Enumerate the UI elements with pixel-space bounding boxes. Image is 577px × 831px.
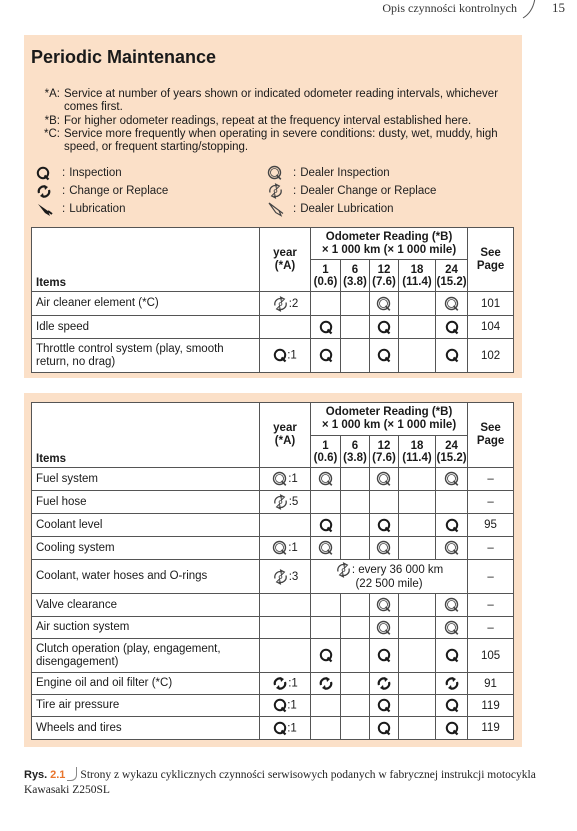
year-interval bbox=[260, 316, 311, 339]
schedule-cell bbox=[341, 673, 370, 695]
change-replace-icon bbox=[376, 676, 392, 691]
schedule-cell bbox=[399, 537, 436, 560]
see-page: – bbox=[468, 617, 514, 639]
see-page: – bbox=[468, 491, 514, 514]
year-interval bbox=[260, 673, 311, 695]
legend-label: Lubrication bbox=[69, 203, 126, 215]
note bbox=[40, 115, 516, 128]
see-page: – bbox=[468, 537, 514, 560]
schedule-cell bbox=[399, 639, 436, 673]
inspection-icon bbox=[36, 166, 62, 181]
year-count: :2 bbox=[288, 297, 299, 310]
year-count: :1 bbox=[288, 473, 298, 485]
table-row bbox=[32, 695, 514, 717]
inspection-icon bbox=[273, 698, 287, 713]
schedule-cell bbox=[341, 617, 370, 639]
odometer-col: 6 (3.8) bbox=[341, 260, 370, 292]
schedule-cell bbox=[436, 292, 468, 316]
table-row bbox=[32, 639, 514, 673]
odometer-header: Odometer Reading (*B) × 1 000 km (× 1 000 mile) bbox=[311, 403, 468, 436]
year-interval bbox=[260, 292, 311, 316]
dealer-inspection-icon bbox=[376, 540, 392, 556]
schedule-cell bbox=[341, 639, 370, 673]
item-name: Clutch operation (play, engagement, disengagement) bbox=[32, 639, 260, 673]
interval-note-line1: : every 36 000 km bbox=[351, 564, 444, 577]
schedule-cell bbox=[311, 491, 341, 514]
schedule-cell bbox=[436, 617, 468, 639]
items-header: Items bbox=[32, 403, 260, 468]
note bbox=[40, 128, 516, 155]
schedule-cell bbox=[370, 339, 399, 373]
schedule-cell bbox=[311, 514, 341, 537]
dealer-inspection-icon bbox=[267, 165, 293, 181]
odometer-col: 24 (15.2) bbox=[436, 436, 468, 468]
inspection-icon bbox=[445, 698, 459, 713]
table-row bbox=[32, 491, 514, 514]
inspection-icon bbox=[377, 698, 391, 713]
schedule-cell bbox=[399, 468, 436, 491]
dealer-inspection-icon bbox=[444, 540, 460, 556]
schedule-cell bbox=[311, 673, 341, 695]
schedule-cell bbox=[370, 673, 399, 695]
inspection-icon bbox=[445, 721, 459, 736]
schedule-cell bbox=[341, 514, 370, 537]
schedule-cell bbox=[341, 491, 370, 514]
see-page: – bbox=[468, 468, 514, 491]
schedule-cell bbox=[399, 292, 436, 316]
year-count: :1 bbox=[287, 699, 297, 712]
interval-note bbox=[311, 560, 468, 594]
table-row bbox=[32, 468, 514, 491]
item-name: Air suction system bbox=[32, 617, 260, 639]
dealer-inspection-icon bbox=[444, 620, 460, 636]
see-page: – bbox=[468, 594, 514, 617]
see-page: 105 bbox=[468, 639, 514, 673]
figure-caption bbox=[24, 767, 544, 798]
schedule-cell bbox=[436, 673, 468, 695]
inspection-icon bbox=[445, 348, 459, 363]
schedule-cell bbox=[370, 468, 399, 491]
legend-item-change-replace: : Change or Replace bbox=[36, 183, 168, 199]
legend-item-dealer-inspection: : Dealer Inspection bbox=[267, 165, 390, 181]
schedule-cell bbox=[311, 316, 341, 339]
legend-item-dealer-lubrication: : Dealer Lubrication bbox=[267, 201, 394, 217]
schedule-cell bbox=[311, 617, 341, 639]
maintenance-table-top bbox=[31, 227, 514, 373]
inspection-icon bbox=[273, 348, 287, 363]
schedule-cell bbox=[399, 316, 436, 339]
legend-item-inspection: : Inspection bbox=[36, 165, 122, 181]
legend-item-dealer-change-replace: : Dealer Change or Replace bbox=[267, 183, 436, 199]
notes-list bbox=[40, 88, 516, 154]
schedule-cell bbox=[370, 617, 399, 639]
year-interval bbox=[260, 339, 311, 373]
year-count: :3 bbox=[288, 570, 299, 583]
schedule-cell bbox=[436, 695, 468, 717]
panel-title: Periodic Maintenance bbox=[31, 47, 217, 67]
schedule-cell bbox=[370, 717, 399, 740]
see-page: 102 bbox=[468, 339, 514, 373]
schedule-cell bbox=[370, 639, 399, 673]
inspection-icon bbox=[377, 648, 391, 663]
item-name: Cooling system bbox=[32, 537, 260, 560]
see-page: 95 bbox=[468, 514, 514, 537]
change-replace-icon bbox=[318, 676, 334, 691]
schedule-cell bbox=[370, 316, 399, 339]
schedule-cell bbox=[341, 468, 370, 491]
odometer-col: 6 (3.8) bbox=[341, 436, 370, 468]
odometer-col: 24 (15.2) bbox=[436, 260, 468, 292]
note-key: *C: bbox=[44, 127, 60, 140]
dealer-inspection-icon bbox=[318, 471, 334, 487]
schedule-cell bbox=[436, 514, 468, 537]
see-page: 91 bbox=[468, 673, 514, 695]
schedule-cell bbox=[399, 514, 436, 537]
inspection-icon bbox=[445, 320, 459, 335]
item-name: Tire air pressure bbox=[32, 695, 260, 717]
interval-note-line2: (22 500 mile) bbox=[355, 578, 423, 590]
year-interval bbox=[260, 537, 311, 560]
items-header: Items bbox=[32, 228, 260, 292]
see-page: 119 bbox=[468, 717, 514, 740]
year-header: year (*A) bbox=[260, 403, 311, 468]
item-name: Wheels and tires bbox=[32, 717, 260, 740]
see-page: 101 bbox=[468, 292, 514, 316]
schedule-cell bbox=[399, 717, 436, 740]
inspection-icon bbox=[377, 320, 391, 335]
maintenance-panel-top bbox=[24, 35, 522, 378]
change-replace-icon bbox=[272, 676, 288, 691]
note-text: Service at number of years shown or indicated odometer reading intervals, whichever comes first. bbox=[64, 88, 499, 114]
schedule-cell bbox=[370, 491, 399, 514]
inspection-icon bbox=[377, 721, 391, 736]
schedule-cell bbox=[341, 594, 370, 617]
running-header-title: Opis czynności kontrolnych bbox=[382, 1, 517, 15]
year-interval bbox=[260, 617, 311, 639]
table-row bbox=[32, 514, 514, 537]
note bbox=[40, 88, 516, 115]
year-count: :1 bbox=[288, 542, 298, 554]
odometer-col: 12 (7.6) bbox=[370, 436, 399, 468]
item-name: Coolant level bbox=[32, 514, 260, 537]
schedule-cell bbox=[399, 339, 436, 373]
year-interval bbox=[260, 717, 311, 740]
schedule-cell bbox=[436, 639, 468, 673]
schedule-cell bbox=[341, 537, 370, 560]
item-name: Engine oil and oil filter (*C) bbox=[32, 673, 260, 695]
schedule-cell bbox=[341, 316, 370, 339]
caption-text: Strony z wykazu cyklicznych czynności serwisowych podanych w fabrycznej instrukcji motocykla Kawasaki Z250SL bbox=[24, 769, 536, 796]
odometer-header: Odometer Reading (*B) × 1 000 km (× 1 000 mile) bbox=[311, 228, 468, 260]
odometer-col: 1 (0.6) bbox=[311, 436, 341, 468]
table-row bbox=[32, 316, 514, 339]
odometer-col: 12 (7.6) bbox=[370, 260, 399, 292]
schedule-cell bbox=[370, 594, 399, 617]
year-interval bbox=[260, 491, 311, 514]
table-row bbox=[32, 537, 514, 560]
dealer-inspection-icon bbox=[272, 471, 288, 487]
schedule-cell bbox=[399, 695, 436, 717]
year-count: :1 bbox=[288, 677, 298, 690]
change-replace-icon bbox=[444, 676, 460, 691]
item-name: Throttle control system (play, smooth return, no drag) bbox=[32, 339, 260, 373]
schedule-cell bbox=[436, 339, 468, 373]
year-count: :1 bbox=[287, 349, 297, 362]
note-text: Service more frequently when operating in severe conditions: dusty, wet, muddy, high speed, or frequent starting/stopping. bbox=[64, 127, 498, 154]
schedule-cell bbox=[311, 468, 341, 491]
item-name: Fuel system bbox=[32, 468, 260, 491]
year-interval bbox=[260, 560, 311, 594]
schedule-cell bbox=[311, 292, 341, 316]
dealer-change-replace-icon bbox=[272, 569, 289, 585]
inspection-icon bbox=[319, 648, 333, 663]
odometer-col: 1 (0.6) bbox=[311, 260, 341, 292]
see-page: 119 bbox=[468, 695, 514, 717]
schedule-cell bbox=[436, 717, 468, 740]
dealer-change-replace-icon bbox=[272, 494, 289, 510]
caption-number: 2.1 bbox=[50, 769, 66, 781]
dealer-inspection-icon bbox=[376, 296, 392, 312]
dealer-inspection-icon bbox=[376, 471, 392, 487]
year-interval bbox=[260, 594, 311, 617]
legend-label: Dealer Inspection bbox=[300, 167, 390, 179]
note-key: *A: bbox=[44, 88, 60, 100]
schedule-cell bbox=[341, 339, 370, 373]
schedule-cell bbox=[370, 292, 399, 316]
table-row bbox=[32, 617, 514, 639]
inspection-icon bbox=[377, 518, 391, 533]
dealer-inspection-icon bbox=[376, 597, 392, 613]
schedule-cell bbox=[370, 537, 399, 560]
year-interval bbox=[260, 514, 311, 537]
legend-item-lubrication: : Lubrication bbox=[36, 201, 125, 217]
table-row bbox=[32, 594, 514, 617]
table-row bbox=[32, 339, 514, 373]
see-page: – bbox=[468, 560, 514, 594]
schedule-cell bbox=[436, 468, 468, 491]
see-page-header: See Page bbox=[468, 403, 514, 468]
inspection-icon bbox=[319, 348, 333, 363]
dealer-inspection-icon bbox=[376, 620, 392, 636]
schedule-cell bbox=[341, 695, 370, 717]
dealer-inspection-icon bbox=[272, 540, 288, 556]
schedule-cell bbox=[399, 617, 436, 639]
schedule-cell bbox=[436, 594, 468, 617]
inspection-icon bbox=[445, 648, 459, 663]
caption-divider bbox=[67, 767, 77, 781]
schedule-cell bbox=[399, 673, 436, 695]
schedule-cell bbox=[436, 316, 468, 339]
schedule-cell bbox=[311, 695, 341, 717]
schedule-cell bbox=[436, 491, 468, 514]
table-row bbox=[32, 717, 514, 740]
year-count: :1 bbox=[287, 722, 297, 734]
table-row bbox=[32, 292, 514, 316]
schedule-cell bbox=[311, 339, 341, 373]
inspection-icon bbox=[319, 518, 333, 533]
schedule-cell bbox=[370, 695, 399, 717]
dealer-lubrication-icon bbox=[267, 201, 293, 217]
inspection-icon bbox=[445, 518, 459, 533]
header-divider-curve bbox=[521, 0, 541, 20]
lubrication-icon bbox=[36, 202, 62, 217]
item-name: Valve clearance bbox=[32, 594, 260, 617]
schedule-cell bbox=[370, 514, 399, 537]
schedule-cell bbox=[436, 537, 468, 560]
inspection-icon bbox=[273, 721, 287, 736]
inspection-icon bbox=[377, 348, 391, 363]
running-header bbox=[0, 0, 577, 22]
legend-label: Change or Replace bbox=[69, 185, 169, 197]
caption-label: Rys. bbox=[24, 769, 48, 781]
item-name: Fuel hose bbox=[32, 491, 260, 514]
schedule-cell bbox=[311, 639, 341, 673]
schedule-cell bbox=[341, 717, 370, 740]
dealer-change-replace-icon bbox=[272, 296, 289, 312]
schedule-cell bbox=[311, 717, 341, 740]
schedule-cell bbox=[311, 594, 341, 617]
inspection-icon bbox=[319, 320, 333, 335]
change-replace-icon bbox=[36, 184, 62, 199]
year-header: year (*A) bbox=[260, 228, 311, 292]
odometer-col: 18 (11.4) bbox=[399, 436, 436, 468]
dealer-inspection-icon bbox=[444, 597, 460, 613]
year-interval bbox=[260, 695, 311, 717]
item-name: Air cleaner element (*C) bbox=[32, 292, 260, 316]
table-row bbox=[32, 673, 514, 695]
dealer-change-replace-icon bbox=[267, 183, 293, 199]
odometer-col: 18 (11.4) bbox=[399, 260, 436, 292]
note-key: *B: bbox=[44, 114, 60, 127]
legend-label: Dealer Change or Replace bbox=[300, 185, 437, 197]
page-number: 15 bbox=[552, 0, 565, 15]
legend-label: Inspection bbox=[69, 167, 122, 179]
schedule-cell bbox=[399, 594, 436, 617]
dealer-inspection-icon bbox=[444, 471, 460, 487]
item-name: Coolant, water hoses and O-rings bbox=[32, 560, 260, 594]
table-row bbox=[32, 560, 514, 594]
schedule-cell bbox=[399, 491, 436, 514]
year-interval bbox=[260, 468, 311, 491]
note-text: For higher odometer readings, repeat at the frequency interval established here. bbox=[64, 114, 472, 127]
see-page-header: See Page bbox=[468, 228, 514, 292]
year-count: :5 bbox=[288, 496, 299, 508]
schedule-cell bbox=[311, 537, 341, 560]
see-page: 104 bbox=[468, 316, 514, 339]
maintenance-table-bottom bbox=[31, 402, 514, 740]
item-name: Idle speed bbox=[32, 316, 260, 339]
legend-label: Dealer Lubrication bbox=[300, 203, 394, 215]
dealer-inspection-icon bbox=[318, 540, 334, 556]
year-interval bbox=[260, 639, 311, 673]
schedule-cell bbox=[341, 292, 370, 316]
dealer-change-replace-icon bbox=[335, 562, 352, 578]
maintenance-panel-bottom bbox=[24, 393, 522, 747]
dealer-inspection-icon bbox=[444, 296, 460, 312]
